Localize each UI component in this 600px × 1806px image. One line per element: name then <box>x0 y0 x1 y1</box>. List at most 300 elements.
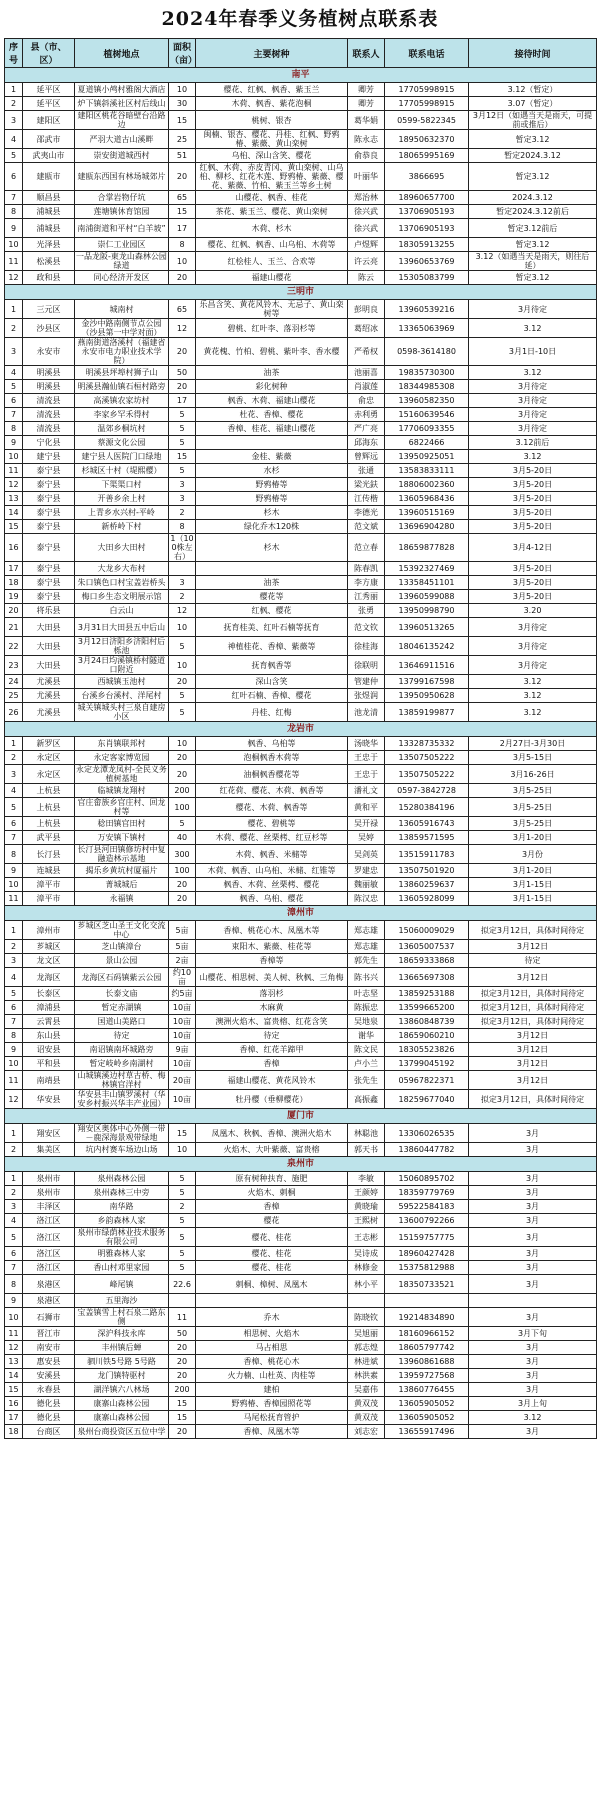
cell-phone: 13507501920 <box>385 864 469 878</box>
cell-index: 20 <box>5 604 23 618</box>
cell-county: 泰宁县 <box>23 562 75 576</box>
cell-area: 20 <box>169 1355 196 1369</box>
cell-county: 清流县 <box>23 422 75 436</box>
cell-phone: 13960582350 <box>385 394 469 408</box>
cell-contact: 叶丽华 <box>348 163 385 191</box>
cell-location: 宝盖镇雪上村石泉二路东侧 <box>75 1308 169 1327</box>
table-row <box>5 1294 597 1308</box>
table-row <box>5 921 597 940</box>
cell-species: 红枫、木荷、赤皮青冈、黄山栾树、山乌桕、柳杉、红花木莲、野鸦椿、紫薇、樱花、紫薇、竹柏、紫玉兰等乡土树 <box>196 163 348 191</box>
cell-species: 马尾松抚育管护 <box>196 1411 348 1425</box>
cell-location: 金沙中路南侧节点公园（沙县第一中学对面） <box>75 319 169 338</box>
cell-index: 4 <box>5 366 23 380</box>
cell-county: 永定区 <box>23 765 75 784</box>
cell-phone: 13600792266 <box>385 1214 469 1228</box>
cell-area: 约10亩 <box>169 968 196 987</box>
cell-species: 樱花、红枫、枫香、紫玉兰 <box>196 83 348 97</box>
cell-species: 樱花、碧桃等 <box>196 817 348 831</box>
cell-time: 3.12 <box>469 1411 597 1425</box>
table-row <box>5 1275 597 1294</box>
cell-phone: 18344985308 <box>385 380 469 394</box>
cell-county: 大田县 <box>23 637 75 656</box>
cell-time: 3月 <box>469 1143 597 1157</box>
cell-time: 暂定3.12 <box>469 271 597 285</box>
cell-index: 5 <box>5 987 23 1001</box>
cell-time: 3月5-20日 <box>469 506 597 520</box>
cell-contact: 徐兴武 <box>348 205 385 219</box>
cell-area: 8 <box>169 520 196 534</box>
cell-species: 彩化树种 <box>196 380 348 394</box>
cell-species: 水杉 <box>196 464 348 478</box>
cell-species <box>196 436 348 450</box>
cell-location: 万安镇下镇村 <box>75 831 169 845</box>
cell-area <box>169 1294 196 1308</box>
cell-phone: 18350733521 <box>385 1275 469 1294</box>
cell-phone: 15280384196 <box>385 798 469 817</box>
header-time: 接待时间 <box>469 39 597 68</box>
cell-species: 神植桂花、香樟、紫薇等 <box>196 637 348 656</box>
cell-county: 武夷山市 <box>23 149 75 163</box>
cell-contact: 黄双茂 <box>348 1411 385 1425</box>
cell-contact: 张勇 <box>348 604 385 618</box>
cell-species: 樱花、桂花 <box>196 1247 348 1261</box>
cell-location: 翔安区奥体中心外侧一带－鹿深海景观带绿地 <box>75 1124 169 1143</box>
cell-county: 泉州市 <box>23 1172 75 1186</box>
table-row <box>5 130 597 149</box>
cell-species: 樱花、桂花 <box>196 1261 348 1275</box>
table-row <box>5 940 597 954</box>
cell-species: 杜花、香樟、樱花 <box>196 408 348 422</box>
cell-time: 3月16-26日 <box>469 765 597 784</box>
cell-species: 凤凰木、秋枫、香樟、澳洲火焰木 <box>196 1124 348 1143</box>
cell-contact: 池龙清 <box>348 703 385 722</box>
cell-time: 3月5-25日 <box>469 817 597 831</box>
table-row <box>5 436 597 450</box>
cell-contact: 王志彬 <box>348 1228 385 1247</box>
cell-area: 2 <box>169 506 196 520</box>
cell-species: 待定 <box>196 1029 348 1043</box>
cell-phone: 13859571595 <box>385 831 469 845</box>
cell-phone: 15305083799 <box>385 271 469 285</box>
table-row <box>5 1186 597 1200</box>
cell-county: 明溪县 <box>23 380 75 394</box>
cell-contact: 王颜婷 <box>348 1186 385 1200</box>
cell-time: 3月 <box>469 1383 597 1397</box>
cell-area: 5 <box>169 1172 196 1186</box>
cell-area: 10 <box>169 618 196 637</box>
cell-location: 夏道镇小鸬村雅阁大酒店 <box>75 83 169 97</box>
table-row <box>5 845 597 864</box>
cell-time: 3月5-20日 <box>469 562 597 576</box>
cell-index: 17 <box>5 1411 23 1425</box>
table-row <box>5 1261 597 1275</box>
cell-area: 300 <box>169 845 196 864</box>
cell-time: 3月12日 <box>469 940 597 954</box>
cell-species: 抚育桂美、红叶石楠等抚育 <box>196 618 348 637</box>
table-row <box>5 205 597 219</box>
cell-index: 10 <box>5 1057 23 1071</box>
cell-time: 3月12日（如遇当天是雨天，可提前或推后） <box>469 111 597 130</box>
cell-county: 清流县 <box>23 408 75 422</box>
cell-species: 木荷、枫香、米槠等 <box>196 845 348 864</box>
header-location: 植树地点 <box>75 39 169 68</box>
cell-location: 合掌岩物仔坑 <box>75 191 169 205</box>
cell-phone: 18359779769 <box>385 1186 469 1200</box>
cell-phone: 0598-3614180 <box>385 338 469 366</box>
table-row <box>5 590 597 604</box>
cell-index: 7 <box>5 191 23 205</box>
cell-species: 乔木 <box>196 1308 348 1327</box>
cell-location: 芝山镇漳台 <box>75 940 169 954</box>
cell-phone: 05967822371 <box>385 1071 469 1090</box>
cell-area: 20 <box>169 338 196 366</box>
cell-county: 永定区 <box>23 751 75 765</box>
cell-county: 漳平市 <box>23 878 75 892</box>
cell-area: 10亩 <box>169 1090 196 1109</box>
cell-county: 丰泽区 <box>23 1200 75 1214</box>
cell-species: 牡丹樱（垂柳樱花） <box>196 1090 348 1109</box>
cell-index: 10 <box>5 450 23 464</box>
cell-index: 2 <box>5 751 23 765</box>
cell-index: 1 <box>5 83 23 97</box>
cell-species: 红桧桂人、玉兰、合欢等 <box>196 252 348 271</box>
cell-county: 延平区 <box>23 97 75 111</box>
cell-location: 一品龙阪-東龙山森林公园绿道 <box>76 252 167 270</box>
cell-time: 3月4-12日 <box>469 534 597 562</box>
cell-index: 12 <box>5 271 23 285</box>
cell-time: 3月 <box>469 1228 597 1247</box>
cell-species: 红花荷、樱花、木荷、枫香等 <box>196 784 348 798</box>
cell-phone: 13960513265 <box>385 618 469 637</box>
cell-area: 8 <box>169 238 196 252</box>
cell-index: 11 <box>5 464 23 478</box>
cell-location: 待定 <box>75 1029 169 1043</box>
cell-contact: 王熙树 <box>348 1214 385 1228</box>
cell-phone: 13960515169 <box>385 506 469 520</box>
table-row <box>5 111 597 130</box>
cell-county: 三元区 <box>23 300 75 319</box>
cell-time: 3月待定 <box>469 656 597 675</box>
cell-species: 泡桐枫香木荷等 <box>196 751 348 765</box>
cell-index: 2 <box>5 940 23 954</box>
cell-area: 17 <box>169 219 196 238</box>
cell-area: 10亩 <box>169 1029 196 1043</box>
cell-area: 5亩 <box>169 940 196 954</box>
cell-index: 5 <box>5 380 23 394</box>
cell-index: 13 <box>5 492 23 506</box>
cell-area: 40 <box>169 831 196 845</box>
cell-phone <box>385 1294 469 1308</box>
cell-area: 10亩 <box>169 1015 196 1029</box>
cell-location: 大龙乡大布村 <box>75 562 169 576</box>
cell-county: 尤溪县 <box>23 675 75 689</box>
cell-location: 下渠渠口村 <box>75 478 169 492</box>
cell-area: 10亩 <box>169 1001 196 1015</box>
cell-county: 长泰区 <box>23 987 75 1001</box>
cell-county: 泉州市 <box>23 1186 75 1200</box>
cell-location: 南诏镇南坏城路旁 <box>75 1043 169 1057</box>
cell-index: 3 <box>5 338 23 366</box>
cell-index: 3 <box>5 111 23 130</box>
cell-time: 3月5-25日 <box>469 784 597 798</box>
cell-contact: 江传楷 <box>348 492 385 506</box>
cell-species: 火力楠、山杜英、肉桂等 <box>196 1369 348 1383</box>
cell-county: 南安市 <box>23 1341 75 1355</box>
cell-county: 漳州市 <box>23 921 75 940</box>
cell-species: 木荷、枫香、紫花泡桐 <box>196 97 348 111</box>
table-row <box>5 492 597 506</box>
cell-index: 4 <box>5 968 23 987</box>
table-row <box>5 1057 597 1071</box>
cell-area: 20 <box>169 751 196 765</box>
cell-contact: 曾辉远 <box>348 450 385 464</box>
table-row <box>5 798 597 817</box>
cell-area: 20 <box>169 1425 196 1439</box>
cell-contact: 潘礼文 <box>348 784 385 798</box>
cell-index: 9 <box>5 1043 23 1057</box>
cell-location: 高溪镇农家坊村 <box>75 394 169 408</box>
table-row <box>5 1172 597 1186</box>
cell-index: 7 <box>5 408 23 422</box>
cell-contact: 陈书兴 <box>348 968 385 987</box>
cell-county: 龙海区 <box>23 968 75 987</box>
cell-index: 1 <box>5 1172 23 1186</box>
cell-area: 10 <box>169 1143 196 1157</box>
cell-area: 20 <box>169 892 196 906</box>
cell-contact: 郭志煌 <box>348 1341 385 1355</box>
contact-table <box>4 38 597 1439</box>
cell-phone: 13960539216 <box>385 300 469 319</box>
cell-index: 25 <box>5 689 23 703</box>
table-row <box>5 675 597 689</box>
cell-index: 9 <box>5 1294 23 1308</box>
table-row <box>5 191 597 205</box>
table-row <box>5 864 597 878</box>
cell-species: 丹桂、红梅 <box>196 703 348 722</box>
cell-species: 枫香、木荷、福建山樱花 <box>196 394 348 408</box>
cell-phone: 13365063969 <box>385 319 469 338</box>
cell-contact: 郑志雄 <box>348 921 385 940</box>
cell-contact: 王忠于 <box>348 765 385 784</box>
cell-area: 50 <box>169 366 196 380</box>
cell-species: 火焰木、刺桐 <box>196 1186 348 1200</box>
cell-location: 温郊乡桐坑村 <box>75 422 169 436</box>
cell-species: 油茶 <box>196 576 348 590</box>
cell-index: 7 <box>5 1015 23 1029</box>
cell-location: 崇安街道城西村 <box>75 149 169 163</box>
cell-contact: 俞忠 <box>348 394 385 408</box>
cell-index: 9 <box>5 219 23 238</box>
cell-county: 泰宁县 <box>23 576 75 590</box>
cell-county: 沙县区 <box>23 319 75 338</box>
cell-species: 深山含笑 <box>196 675 348 689</box>
table-row <box>5 737 597 751</box>
cell-location: 李家乡罕禾得村 <box>75 408 169 422</box>
cell-area: 2亩 <box>169 954 196 968</box>
table-row <box>5 1327 597 1341</box>
cell-county: 惠安县 <box>23 1355 75 1369</box>
cell-contact: 郭先生 <box>348 954 385 968</box>
cell-county: 尤溪县 <box>23 689 75 703</box>
cell-time: 3月 <box>469 1425 597 1439</box>
table-row <box>5 562 597 576</box>
cell-county: 将乐县 <box>23 604 75 618</box>
cell-phone: 18305913255 <box>385 238 469 252</box>
table-row <box>5 1143 597 1157</box>
table-row <box>5 238 597 252</box>
cell-location: 同心经济开发区 <box>75 271 169 285</box>
cell-time: 3月12日 <box>469 968 597 987</box>
cell-location: 坑内村赛车场边山场 <box>75 1143 169 1157</box>
cell-time: 3月 <box>469 1369 597 1383</box>
cell-species: 红枫、樱花 <box>196 604 348 618</box>
section-header-row <box>5 285 597 300</box>
cell-location: 西城镇玉池村 <box>75 675 169 689</box>
table-row <box>5 954 597 968</box>
cell-county: 泰宁县 <box>23 534 75 562</box>
cell-area: 20 <box>169 765 196 784</box>
cell-time: 3月待定 <box>469 380 597 394</box>
cell-time: 3月 <box>469 1214 597 1228</box>
cell-species: 木荷、枫香、山乌桕、米槠、红锥等 <box>196 864 348 878</box>
cell-county: 清流县 <box>23 394 75 408</box>
cell-location: 3月24日均溪镇桥村隧道口附近 <box>75 656 169 675</box>
cell-county: 洛江区 <box>23 1247 75 1261</box>
cell-county: 平和县 <box>23 1057 75 1071</box>
cell-time: 3.12 <box>469 319 597 338</box>
cell-time: 3月1-20日 <box>469 831 597 845</box>
cell-contact: 池丽喜 <box>348 366 385 380</box>
cell-contact: 吴旭丽 <box>348 1327 385 1341</box>
cell-species: 乐昌含笑、黄花风铃木、无忌子、黄山栾树等 <box>196 300 348 319</box>
cell-area: 25 <box>169 130 196 149</box>
table-row <box>5 300 597 319</box>
cell-contact: 彭明良 <box>348 300 385 319</box>
cell-index: 14 <box>5 1369 23 1383</box>
cell-species: 闽楠、银杏、樱花、丹桂、红枫、野鸦椿、紫薇、黄山栾树 <box>196 130 348 149</box>
cell-index: 6 <box>5 394 23 408</box>
table-row <box>5 817 597 831</box>
cell-county: 云霄县 <box>23 1015 75 1029</box>
cell-time: 3月1-15日 <box>469 878 597 892</box>
table-row <box>5 576 597 590</box>
cell-location: 3月12日济阳乡济阳村后栎池 <box>75 637 169 656</box>
cell-index: 2 <box>5 319 23 338</box>
cell-species: 木荷、杉木 <box>196 219 348 238</box>
cell-county: 芗城区 <box>23 940 75 954</box>
cell-location: 开善乡余上村 <box>75 492 169 506</box>
cell-area: 20 <box>169 271 196 285</box>
cell-index: 4 <box>5 130 23 149</box>
cell-location: 峰尾镇 <box>75 1275 169 1294</box>
cell-species: 枫香、木荷、丝栗栲、樱花 <box>196 878 348 892</box>
cell-time: 3月 <box>469 1355 597 1369</box>
cell-index: 19 <box>5 590 23 604</box>
cell-county: 建宁县 <box>23 450 75 464</box>
cell-species: 樱花、桂花 <box>196 1228 348 1247</box>
table-row <box>5 271 597 285</box>
section-header-row <box>5 722 597 737</box>
cell-species: 油桐枫香樱花等 <box>196 765 348 784</box>
section-header-row <box>5 1109 597 1124</box>
cell-county: 石狮市 <box>23 1308 75 1327</box>
cell-contact: 吴剑英 <box>348 845 385 864</box>
cell-area: 15 <box>169 450 196 464</box>
cell-area: 65 <box>169 300 196 319</box>
cell-county: 永春县 <box>23 1383 75 1397</box>
cell-county: 光泽县 <box>23 238 75 252</box>
cell-phone: 13655917496 <box>385 1425 469 1439</box>
cell-index: 6 <box>5 1247 23 1261</box>
cell-species: 野鸦椿、香樟园照花等 <box>196 1397 348 1411</box>
cell-area <box>169 562 196 576</box>
cell-area: 20 <box>169 1369 196 1383</box>
cell-index: 18 <box>5 1425 23 1439</box>
cell-location: 严羽大道古山溪畔 <box>75 130 169 149</box>
cell-area: 100 <box>169 798 196 817</box>
cell-index: 6 <box>5 163 23 191</box>
cell-phone: 13799167598 <box>385 675 469 689</box>
section-title: 泉州市 <box>5 1157 597 1172</box>
cell-phone: 15392327469 <box>385 562 469 576</box>
cell-area: 22.6 <box>169 1275 196 1294</box>
cell-location: 五里海沙 <box>75 1294 169 1308</box>
cell-county: 政和县 <box>23 271 75 285</box>
cell-county: 泉港区 <box>23 1275 75 1294</box>
cell-phone: 0597-3842728 <box>385 784 469 798</box>
cell-phone: 15160639546 <box>385 408 469 422</box>
cell-time: 3月5-25日 <box>469 798 597 817</box>
cell-contact: 梁光鈇 <box>348 478 385 492</box>
cell-location: 长汀县河田镇修坊村中复融造林示基地 <box>75 845 169 864</box>
cell-area: 5亩 <box>169 921 196 940</box>
cell-area: 10 <box>169 656 196 675</box>
cell-contact: 林修金 <box>348 1261 385 1275</box>
cell-county: 长汀县 <box>23 845 75 864</box>
table-row <box>5 1043 597 1057</box>
cell-index: 5 <box>5 149 23 163</box>
cell-location: 崇仁工业园区 <box>75 238 169 252</box>
table-row <box>5 689 597 703</box>
table-row <box>5 1411 597 1425</box>
cell-contact: 魏丽敏 <box>348 878 385 892</box>
table-header-row <box>5 39 597 68</box>
cell-county: 翔安区 <box>23 1124 75 1143</box>
cell-area: 11 <box>169 1308 196 1327</box>
cell-area: 5 <box>169 689 196 703</box>
cell-location: 香山村邓里家园 <box>75 1261 169 1275</box>
cell-time: 3月1-15日 <box>469 892 597 906</box>
cell-index: 9 <box>5 436 23 450</box>
cell-phone: 13605928099 <box>385 892 469 906</box>
cell-area: 20 <box>169 878 196 892</box>
cell-area: 200 <box>169 1383 196 1397</box>
cell-phone: 17705998915 <box>385 97 469 111</box>
cell-time: 3月待定 <box>469 408 597 422</box>
cell-location: 莲塘镇休育馆园 <box>75 205 169 219</box>
cell-phone: 13646911516 <box>385 656 469 675</box>
cell-contact: 严希权 <box>348 338 385 366</box>
cell-area: 50 <box>169 1327 196 1341</box>
cell-contact: 张先生 <box>348 1071 385 1090</box>
cell-phone: 13860776455 <box>385 1383 469 1397</box>
section-header-row <box>5 906 597 921</box>
cell-location: 驷川铁5号路 5号路 <box>75 1355 169 1369</box>
cell-index: 16 <box>5 534 23 562</box>
cell-phone: 3866695 <box>385 163 469 191</box>
cell-time: 3月待定 <box>469 422 597 436</box>
cell-species: 乌桕、深山含笑、樱花 <box>196 149 348 163</box>
